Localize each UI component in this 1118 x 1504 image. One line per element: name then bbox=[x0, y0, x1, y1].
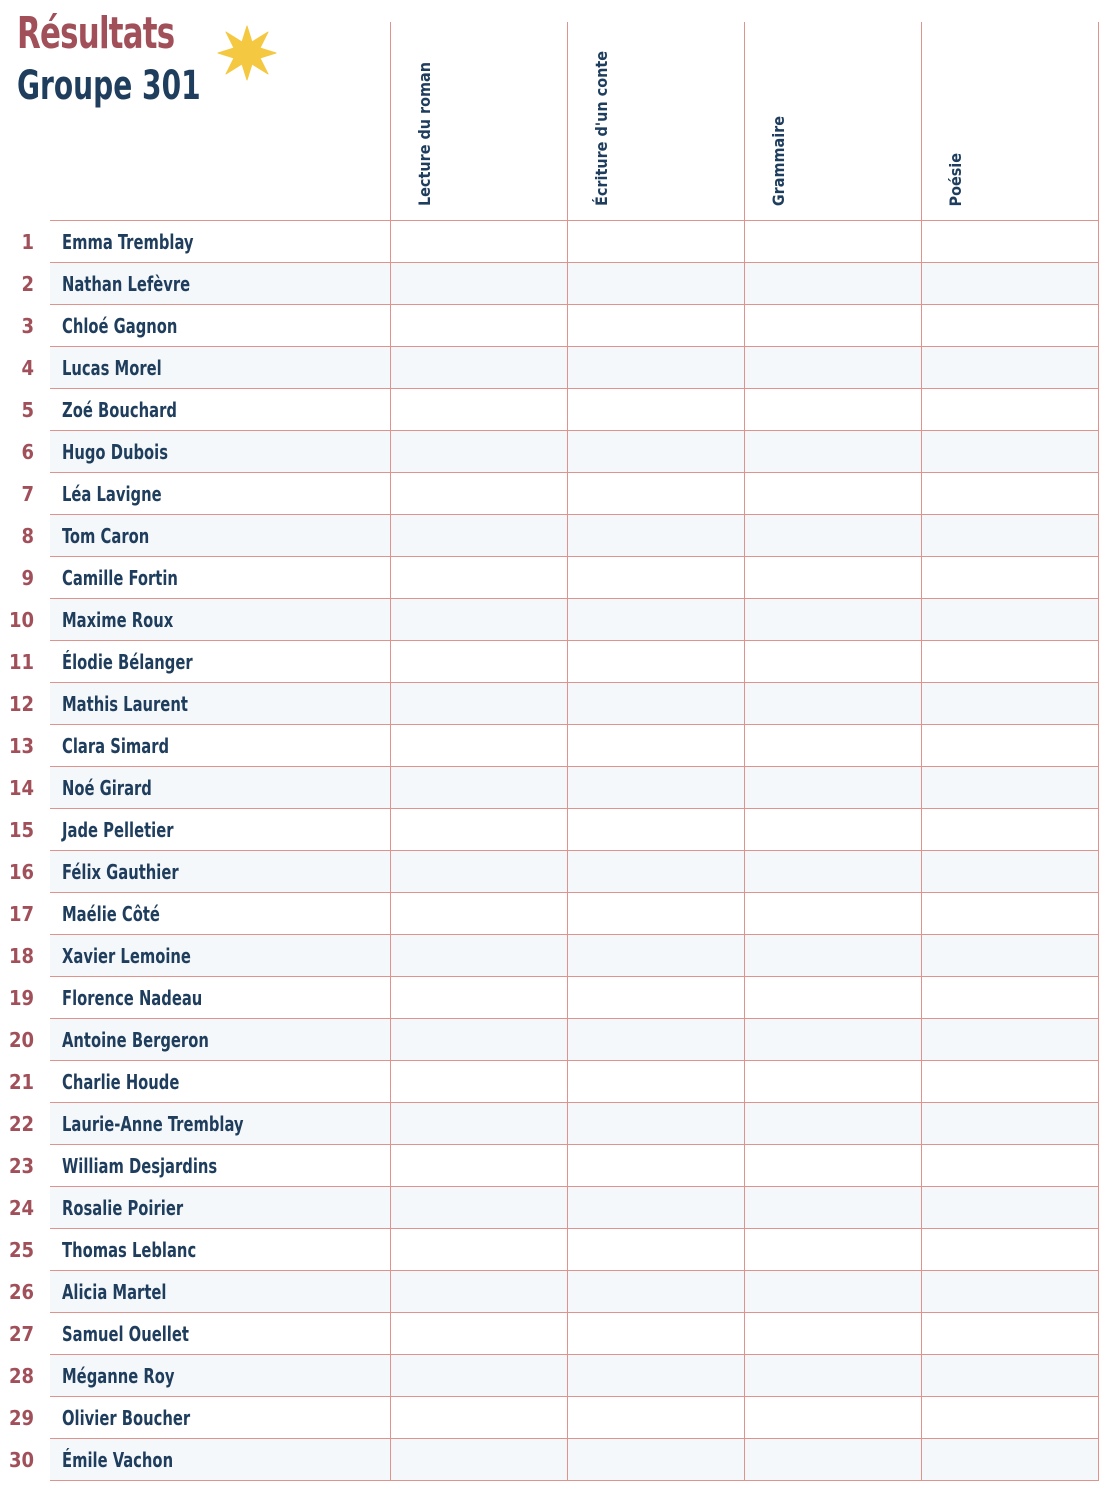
student-name: Chloé Gagnon bbox=[62, 313, 178, 338]
grade-cell[interactable] bbox=[744, 1439, 921, 1481]
grade-cell[interactable] bbox=[744, 1019, 921, 1061]
grade-cell[interactable] bbox=[567, 515, 744, 557]
student-row bbox=[0, 473, 1098, 515]
grade-cell[interactable] bbox=[744, 599, 921, 641]
row-number: 27 bbox=[8, 1321, 34, 1346]
grade-cell[interactable] bbox=[567, 1355, 744, 1397]
student-row bbox=[0, 809, 1098, 851]
row-number: 12 bbox=[8, 691, 34, 716]
grade-cell[interactable] bbox=[744, 1271, 921, 1313]
row-number: 15 bbox=[8, 817, 34, 842]
grade-cell[interactable] bbox=[744, 347, 921, 389]
grade-cell[interactable] bbox=[744, 1061, 921, 1103]
grade-cell[interactable] bbox=[390, 1145, 567, 1187]
student-name-cell bbox=[50, 305, 390, 347]
student-name: Florence Nadeau bbox=[62, 985, 203, 1010]
grade-cell[interactable] bbox=[744, 767, 921, 809]
grade-cell[interactable] bbox=[744, 1187, 921, 1229]
grade-cell[interactable] bbox=[567, 1229, 744, 1271]
grade-cell[interactable] bbox=[390, 851, 567, 893]
subject-label: Lecture du roman bbox=[414, 62, 434, 206]
grade-cell[interactable] bbox=[390, 1103, 567, 1145]
grade-cell[interactable] bbox=[567, 1313, 744, 1355]
grade-cell[interactable] bbox=[921, 473, 1098, 515]
grade-cell[interactable] bbox=[567, 935, 744, 977]
grade-cell[interactable] bbox=[567, 1103, 744, 1145]
results-table bbox=[0, 22, 1099, 1481]
student-name: Olivier Boucher bbox=[62, 1405, 191, 1430]
grade-cell[interactable] bbox=[921, 809, 1098, 851]
student-name-cell bbox=[50, 1103, 390, 1145]
student-name-cell bbox=[50, 683, 390, 725]
row-number: 5 bbox=[21, 397, 34, 422]
grade-cell[interactable] bbox=[921, 599, 1098, 641]
grade-cell[interactable] bbox=[744, 809, 921, 851]
student-name: Samuel Ouellet bbox=[62, 1321, 189, 1346]
student-name: Maélie Côté bbox=[62, 901, 160, 926]
student-name: Élodie Bélanger bbox=[62, 649, 193, 674]
subject-header bbox=[744, 22, 921, 221]
grade-cell[interactable] bbox=[921, 347, 1098, 389]
student-row bbox=[0, 725, 1098, 767]
student-name-cell bbox=[50, 1271, 390, 1313]
student-name: Laurie-Anne Tremblay bbox=[62, 1111, 244, 1136]
student-name-cell bbox=[50, 389, 390, 431]
student-row bbox=[0, 851, 1098, 893]
student-name-cell bbox=[50, 1355, 390, 1397]
grade-cell[interactable] bbox=[390, 347, 567, 389]
row-number: 11 bbox=[8, 649, 34, 674]
student-name: Clara Simard bbox=[62, 733, 170, 758]
student-name-cell bbox=[50, 809, 390, 851]
row-number: 19 bbox=[8, 985, 34, 1010]
grade-cell[interactable] bbox=[567, 389, 744, 431]
row-number: 3 bbox=[21, 313, 34, 338]
grade-cell[interactable] bbox=[567, 893, 744, 935]
student-name: Mathis Laurent bbox=[62, 691, 188, 716]
student-name-cell bbox=[50, 767, 390, 809]
grade-cell[interactable] bbox=[567, 1019, 744, 1061]
student-row bbox=[0, 347, 1098, 389]
grade-cell[interactable] bbox=[921, 1145, 1098, 1187]
grade-cell[interactable] bbox=[744, 935, 921, 977]
grade-cell[interactable] bbox=[390, 893, 567, 935]
row-number: 20 bbox=[8, 1027, 34, 1052]
grade-cell[interactable] bbox=[744, 1313, 921, 1355]
student-row bbox=[0, 1397, 1098, 1439]
grade-cell[interactable] bbox=[567, 1187, 744, 1229]
grade-cell[interactable] bbox=[921, 1187, 1098, 1229]
grade-cell[interactable] bbox=[567, 851, 744, 893]
student-name-cell bbox=[50, 515, 390, 557]
row-number: 10 bbox=[8, 607, 34, 632]
student-name-cell bbox=[50, 431, 390, 473]
student-name: Alicia Martel bbox=[62, 1279, 167, 1304]
grade-cell[interactable] bbox=[567, 473, 744, 515]
row-number: 8 bbox=[21, 523, 34, 548]
row-number: 30 bbox=[8, 1447, 34, 1472]
grade-cell[interactable] bbox=[744, 515, 921, 557]
grade-cell[interactable] bbox=[921, 515, 1098, 557]
student-name: Émile Vachon bbox=[62, 1447, 174, 1472]
student-row bbox=[0, 1355, 1098, 1397]
student-name-cell bbox=[50, 1439, 390, 1481]
student-name: Thomas Leblanc bbox=[62, 1237, 197, 1262]
student-name: Antoine Bergeron bbox=[62, 1027, 209, 1052]
row-number: 13 bbox=[8, 733, 34, 758]
grade-cell[interactable] bbox=[744, 473, 921, 515]
row-number: 18 bbox=[8, 943, 34, 968]
grade-cell[interactable] bbox=[921, 725, 1098, 767]
student-name-cell bbox=[50, 221, 390, 263]
student-row bbox=[0, 431, 1098, 473]
group-subtitle: Groupe 301 bbox=[17, 63, 201, 109]
row-number: 7 bbox=[21, 481, 34, 506]
grade-cell[interactable] bbox=[921, 431, 1098, 473]
grade-cell[interactable] bbox=[390, 431, 567, 473]
student-name: Camille Fortin bbox=[62, 565, 178, 590]
student-row bbox=[0, 1187, 1098, 1229]
student-name: Lucas Morel bbox=[62, 355, 162, 380]
grade-cell[interactable] bbox=[567, 1061, 744, 1103]
page-title: Résultats bbox=[17, 8, 175, 59]
student-row bbox=[0, 1313, 1098, 1355]
student-row bbox=[0, 1229, 1098, 1271]
row-number: 24 bbox=[8, 1195, 34, 1220]
student-name-cell bbox=[50, 935, 390, 977]
grade-cell[interactable] bbox=[921, 935, 1098, 977]
number-header bbox=[0, 22, 50, 221]
grade-cell[interactable] bbox=[921, 1355, 1098, 1397]
student-name-cell bbox=[50, 1229, 390, 1271]
student-name-cell bbox=[50, 1313, 390, 1355]
student-row bbox=[0, 263, 1098, 305]
subject-label: Poésie bbox=[945, 152, 965, 206]
student-name: Tom Caron bbox=[62, 523, 150, 548]
row-number: 2 bbox=[21, 271, 34, 296]
student-name: Jade Pelletier bbox=[62, 817, 174, 842]
subject-header-row bbox=[0, 22, 1098, 221]
row-number: 4 bbox=[21, 355, 34, 380]
grade-cell[interactable] bbox=[567, 1439, 744, 1481]
grade-cell[interactable] bbox=[921, 221, 1098, 263]
grade-cell[interactable] bbox=[921, 305, 1098, 347]
student-name-cell bbox=[50, 641, 390, 683]
row-number: 23 bbox=[8, 1153, 34, 1178]
subject-label: Écriture d'un conte bbox=[591, 51, 611, 206]
student-name-cell bbox=[50, 977, 390, 1019]
row-number: 28 bbox=[8, 1363, 34, 1388]
student-name-cell bbox=[50, 851, 390, 893]
grade-cell[interactable] bbox=[567, 1271, 744, 1313]
row-number: 25 bbox=[8, 1237, 34, 1262]
student-row bbox=[0, 557, 1098, 599]
grade-cell[interactable] bbox=[567, 1145, 744, 1187]
student-row bbox=[0, 305, 1098, 347]
grade-cell[interactable] bbox=[744, 725, 921, 767]
grade-cell[interactable] bbox=[921, 1397, 1098, 1439]
row-number: 21 bbox=[8, 1069, 34, 1094]
grade-cell[interactable] bbox=[567, 347, 744, 389]
grade-cell[interactable] bbox=[390, 1271, 567, 1313]
grade-cell[interactable] bbox=[744, 641, 921, 683]
grade-cell[interactable] bbox=[744, 1229, 921, 1271]
grade-cell[interactable] bbox=[921, 1103, 1098, 1145]
row-number: 16 bbox=[8, 859, 34, 884]
student-name-cell bbox=[50, 347, 390, 389]
student-name-cell bbox=[50, 1061, 390, 1103]
grade-cell[interactable] bbox=[921, 557, 1098, 599]
grade-cell[interactable] bbox=[744, 221, 921, 263]
student-name-cell bbox=[50, 599, 390, 641]
grade-cell[interactable] bbox=[567, 263, 744, 305]
grade-cell[interactable] bbox=[744, 1397, 921, 1439]
grade-cell[interactable] bbox=[390, 1229, 567, 1271]
student-row bbox=[0, 1145, 1098, 1187]
grade-cell[interactable] bbox=[567, 725, 744, 767]
grade-cell[interactable] bbox=[390, 263, 567, 305]
grade-cell[interactable] bbox=[390, 473, 567, 515]
grade-cell[interactable] bbox=[744, 1145, 921, 1187]
student-row bbox=[0, 515, 1098, 557]
grade-cell[interactable] bbox=[744, 893, 921, 935]
grade-cell[interactable] bbox=[921, 851, 1098, 893]
student-name-cell bbox=[50, 263, 390, 305]
student-name: Charlie Houde bbox=[62, 1069, 180, 1094]
row-number: 17 bbox=[8, 901, 34, 926]
student-name-cell bbox=[50, 557, 390, 599]
student-name: Rosalie Poirier bbox=[62, 1195, 184, 1220]
grade-cell[interactable] bbox=[567, 683, 744, 725]
subject-header bbox=[567, 22, 744, 221]
grade-cell[interactable] bbox=[567, 767, 744, 809]
grade-cell[interactable] bbox=[921, 1313, 1098, 1355]
grade-cell[interactable] bbox=[744, 263, 921, 305]
grade-cell[interactable] bbox=[390, 1397, 567, 1439]
student-row bbox=[0, 767, 1098, 809]
grade-cell[interactable] bbox=[921, 641, 1098, 683]
grade-cell[interactable] bbox=[390, 1355, 567, 1397]
student-name-cell bbox=[50, 893, 390, 935]
grade-cell[interactable] bbox=[390, 557, 567, 599]
student-row bbox=[0, 683, 1098, 725]
grade-cell[interactable] bbox=[921, 767, 1098, 809]
grade-cell[interactable] bbox=[744, 389, 921, 431]
grade-cell[interactable] bbox=[921, 977, 1098, 1019]
student-name: Hugo Dubois bbox=[62, 439, 168, 464]
grade-cell[interactable] bbox=[390, 305, 567, 347]
grade-cell[interactable] bbox=[921, 683, 1098, 725]
row-number: 26 bbox=[8, 1279, 34, 1304]
grade-cell[interactable] bbox=[567, 221, 744, 263]
grade-cell[interactable] bbox=[390, 809, 567, 851]
student-name-cell bbox=[50, 1397, 390, 1439]
student-row bbox=[0, 977, 1098, 1019]
grade-cell[interactable] bbox=[390, 977, 567, 1019]
grade-cell[interactable] bbox=[921, 1439, 1098, 1481]
grade-cell[interactable] bbox=[567, 305, 744, 347]
grade-cell[interactable] bbox=[744, 1355, 921, 1397]
grade-cell[interactable] bbox=[744, 431, 921, 473]
student-row bbox=[0, 1271, 1098, 1313]
student-row bbox=[0, 935, 1098, 977]
grade-cell[interactable] bbox=[567, 599, 744, 641]
row-number: 6 bbox=[21, 439, 34, 464]
student-name: Emma Tremblay bbox=[62, 229, 194, 254]
grade-cell[interactable] bbox=[744, 683, 921, 725]
grade-cell[interactable] bbox=[921, 1061, 1098, 1103]
subject-label: Grammaire bbox=[768, 115, 788, 206]
grade-cell[interactable] bbox=[744, 305, 921, 347]
grade-cell[interactable] bbox=[744, 1103, 921, 1145]
grade-cell[interactable] bbox=[390, 725, 567, 767]
student-row bbox=[0, 1103, 1098, 1145]
student-name: Zoé Bouchard bbox=[62, 397, 177, 422]
subject-header bbox=[921, 22, 1098, 221]
student-name: Méganne Roy bbox=[62, 1363, 175, 1388]
name-header bbox=[50, 22, 390, 221]
grade-cell[interactable] bbox=[390, 221, 567, 263]
student-name: Félix Gauthier bbox=[62, 859, 179, 884]
grade-cell[interactable] bbox=[921, 389, 1098, 431]
student-row bbox=[0, 1061, 1098, 1103]
student-name-cell bbox=[50, 1145, 390, 1187]
grade-cell[interactable] bbox=[390, 1439, 567, 1481]
grade-cell[interactable] bbox=[567, 641, 744, 683]
grade-cell[interactable] bbox=[921, 1229, 1098, 1271]
student-name-cell bbox=[50, 725, 390, 767]
student-row bbox=[0, 389, 1098, 431]
student-name-cell bbox=[50, 1187, 390, 1229]
student-row bbox=[0, 893, 1098, 935]
row-number: 1 bbox=[21, 229, 34, 254]
grade-cell[interactable] bbox=[390, 599, 567, 641]
grade-cell[interactable] bbox=[744, 977, 921, 1019]
student-name-cell bbox=[50, 473, 390, 515]
student-name: Noé Girard bbox=[62, 775, 152, 800]
student-name: Maxime Roux bbox=[62, 607, 174, 632]
subject-header bbox=[390, 22, 567, 221]
grade-cell[interactable] bbox=[567, 977, 744, 1019]
student-row bbox=[0, 641, 1098, 683]
grade-cell[interactable] bbox=[390, 1313, 567, 1355]
grade-cell[interactable] bbox=[390, 683, 567, 725]
student-row bbox=[0, 1439, 1098, 1481]
student-name: Léa Lavigne bbox=[62, 481, 162, 506]
grade-cell[interactable] bbox=[921, 893, 1098, 935]
student-name-cell bbox=[50, 1019, 390, 1061]
row-number: 9 bbox=[21, 565, 34, 590]
grade-cell[interactable] bbox=[744, 851, 921, 893]
grade-cell[interactable] bbox=[390, 1061, 567, 1103]
student-name: Nathan Lefèvre bbox=[62, 271, 191, 296]
grade-cell[interactable] bbox=[567, 1397, 744, 1439]
grade-cell[interactable] bbox=[390, 1187, 567, 1229]
row-number: 22 bbox=[8, 1111, 34, 1136]
grade-cell[interactable] bbox=[390, 767, 567, 809]
grade-cell[interactable] bbox=[390, 389, 567, 431]
grade-cell[interactable] bbox=[921, 1019, 1098, 1061]
row-number: 29 bbox=[8, 1405, 34, 1430]
grade-cell[interactable] bbox=[744, 557, 921, 599]
grade-cell[interactable] bbox=[390, 515, 567, 557]
grade-cell[interactable] bbox=[567, 809, 744, 851]
grade-cell[interactable] bbox=[390, 1019, 567, 1061]
grade-cell[interactable] bbox=[390, 641, 567, 683]
grade-cell[interactable] bbox=[567, 431, 744, 473]
grade-cell[interactable] bbox=[921, 1271, 1098, 1313]
student-name: Xavier Lemoine bbox=[62, 943, 191, 968]
row-number: 14 bbox=[8, 775, 34, 800]
student-row bbox=[0, 221, 1098, 263]
grade-cell[interactable] bbox=[567, 557, 744, 599]
student-row bbox=[0, 599, 1098, 641]
student-row bbox=[0, 1019, 1098, 1061]
student-name: William Desjardins bbox=[62, 1153, 218, 1178]
grade-cell[interactable] bbox=[390, 935, 567, 977]
grade-cell[interactable] bbox=[921, 263, 1098, 305]
